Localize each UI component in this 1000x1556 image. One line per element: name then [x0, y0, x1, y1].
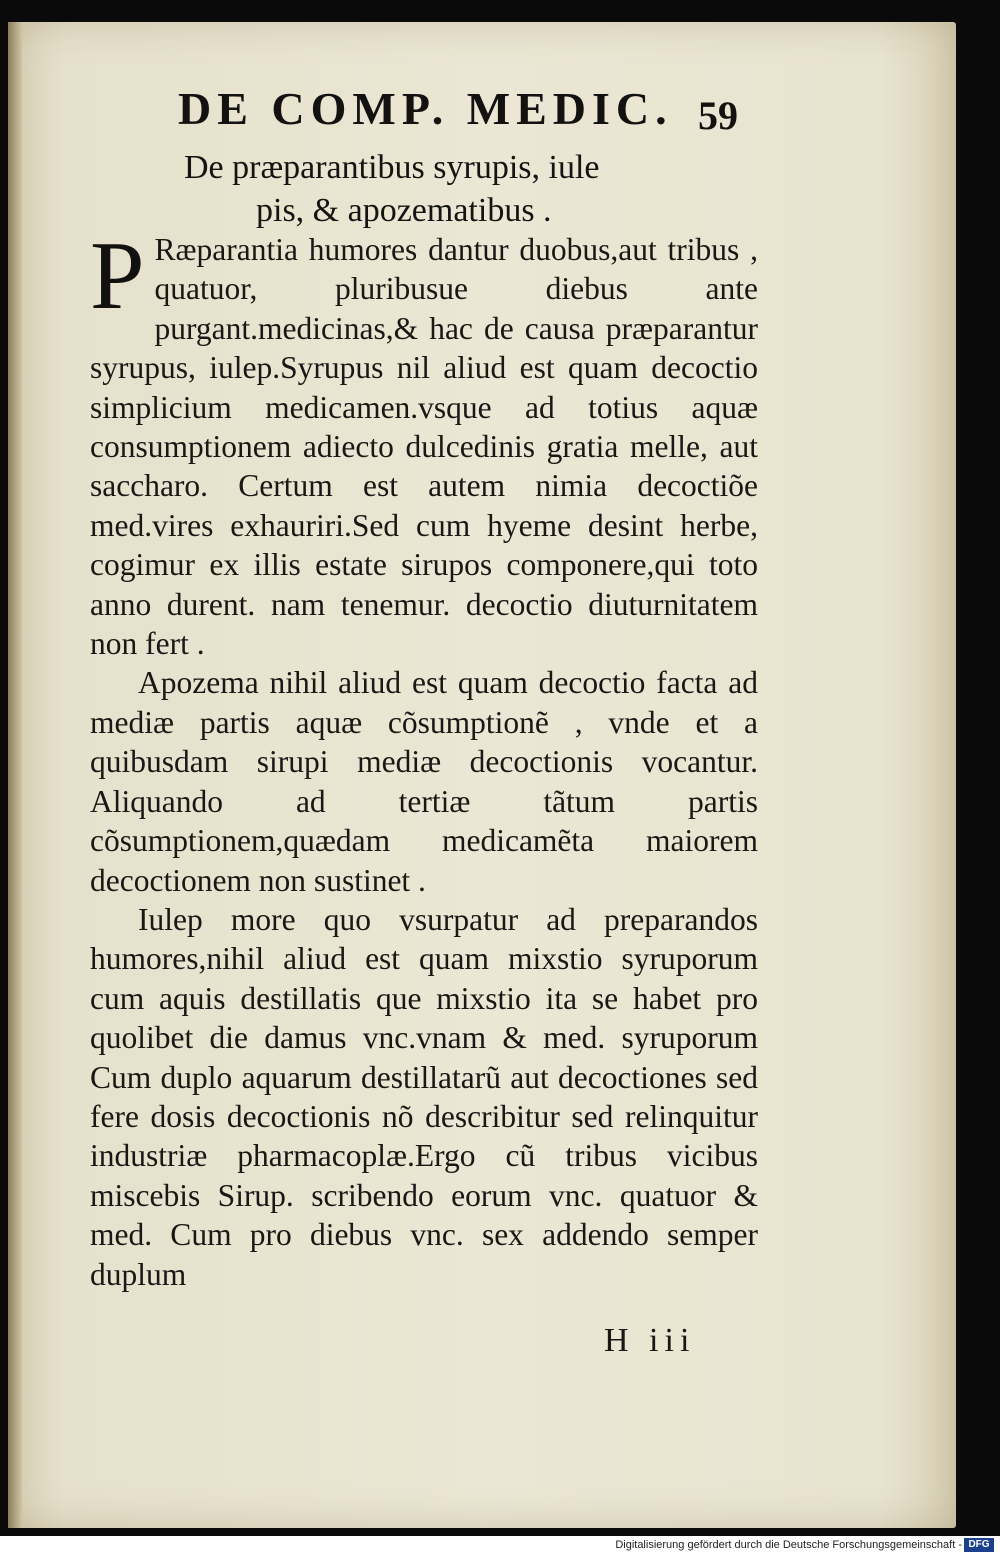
page-number: 59 [698, 93, 738, 138]
heading-line-2: pis, & apozematibus . [256, 192, 552, 229]
section-heading [184, 146, 744, 232]
paragraph-1-text: Ræparantia humores dantur duobus,aut tribus , quatuor, pluribusue diebus ante purgant.medicinas,& hac de causa præparantur syrupus, iulep.Syrupus nil aliud est quam decoctio simplicium medicamen.vsque ad totius aquæ consumptionem adiecto dulcedinis gratia melle, aut saccharo. Certum est autem nimia decoctiõe med.vires exhauriri.Sed cum hyeme desint herbe, cogimur ex illis estate sirupos componere,qui toto anno durent. nam tenemur. decoctio diuturnitatem non fert . [90, 232, 758, 662]
paragraph-1 [90, 222, 758, 663]
heading-line-1: De præparantibus syrupis, iule [184, 149, 600, 186]
signature-mark: H iii [604, 1322, 696, 1359]
running-head: DE COMP. MEDIC. [178, 83, 673, 134]
book-page [8, 22, 956, 1528]
body-text [90, 222, 758, 1294]
paragraph-3: Iulep more quo vsurpatur ad preparandos humores,nihil aliud est quam mixstio syruporum cum aquis destillatis que mixstio ita se habet pro quolibet die damus vnc.vnam & med. syruporum Cum duplo aquarum destillatarũ aut decoctiones sed fere dosis decoctionis nõ describitur sed relinquitur industriæ pharmacoplæ.Ergo cũ tribus vicibus miscebis Sirup. scribendo eorum vnc. quatuor & med. Cum pro diebus vnc. sex addendo semper duplum [90, 901, 758, 1292]
paragraph-2: Apozema nihil aliud est quam decoctio facta ad mediæ partis aquæ cõsumptionẽ , vnde et a quibusdam sirupi mediæ decoctionis vocantur. Aliquando ad tertiæ tãtum partis cõsumptionem,quædam medicamẽta maiorem decoctionem non sustinet . [90, 665, 758, 898]
drop-cap: P [90, 222, 145, 330]
funding-credit: Digitalisierung gefördert durch die Deutsche Forschungsgemeinschaft - [615, 1539, 962, 1551]
dfg-logo-icon: DFG [964, 1538, 994, 1552]
